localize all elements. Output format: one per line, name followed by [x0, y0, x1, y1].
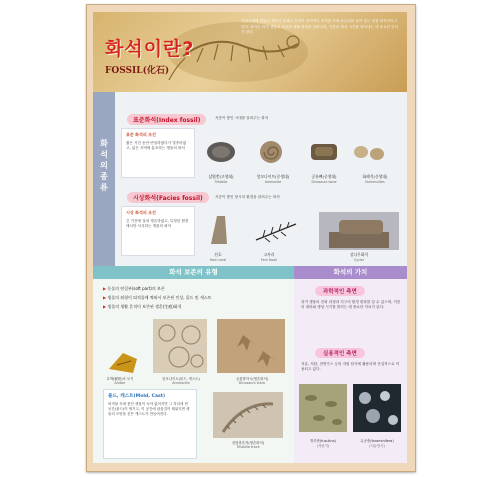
index-item-name: 암모나이트(중생대)	[256, 174, 290, 179]
preservation-caption	[153, 376, 209, 385]
index-condition-box	[121, 128, 195, 178]
index-fossil-title: 표준화석(Index fossil)	[127, 114, 206, 125]
index-item-name: 공룡뼈(중생대)	[311, 174, 337, 179]
caption-name: 삼엽충흔적(생흔화석)	[231, 441, 265, 445]
caption-sub: Ammonite	[172, 381, 190, 385]
dinosaur-bone-image	[311, 144, 337, 160]
bullet-text: 동물의 연질부(soft part)의 보존	[107, 286, 165, 291]
ammonite-mold-image	[153, 319, 207, 373]
page-title: 화석이란?	[105, 38, 195, 60]
facies-item-sub: Horn coral	[209, 258, 227, 262]
fossil-types-sidebar	[93, 92, 115, 266]
index-item-sub: Dinosaurs bone	[311, 180, 337, 184]
preservation-caption	[97, 376, 143, 385]
index-condition-title: 표준 화석의 조건	[126, 132, 156, 137]
index-item-sub: Nummulites	[365, 180, 385, 184]
mold-cast-title: 몰드, 캐스트(Mold, Cast)	[108, 394, 166, 399]
preservation-header: 화석 보존의 유형	[93, 266, 294, 279]
facies-item-sub: Fern fossil	[260, 258, 278, 262]
amber-image	[109, 353, 137, 373]
dinosaur-track-image	[217, 319, 285, 373]
foraminifera-image	[353, 384, 401, 432]
index-item	[349, 174, 401, 184]
facies-condition-text: 긴 기간에 걸쳐 생존하였고, 특정한 환경에서만 서식하는 생물의 화석	[126, 219, 189, 228]
index-condition-text: 짧은 기간 동안 번성하였다가 멸종하였고, 넓은 지역에 분포하는 생물의 화석	[126, 141, 187, 150]
fern-fossil-image	[256, 222, 296, 242]
facies-item-sub: Cycler	[353, 258, 365, 262]
cycler-fossil-image	[319, 212, 399, 250]
index-fossil-images	[201, 136, 401, 172]
index-item	[245, 174, 301, 184]
scientific-aspect-title: 과학적인 측면	[315, 286, 365, 296]
intro-text: 지질시대에 살았던 생물의 유해나 흔적이 암석이나 퇴적물 속에 보존되어 남아 있는 것을 화석이라고 한다. 화석은 과거 생물의 모습과 생활 환경을 알려주며, 지층의 생성 시기를 알아내는 데 중요한 단서가 된다.	[241, 19, 399, 35]
preservation-bullet	[103, 286, 165, 292]
scientific-aspect-text: 과거 생물의 진화 과정과 지구의 환경 변화를 알 수 있으며, 지층의 대비와 생성 시기를 밝히는 데 중요한 자료가 된다.	[301, 300, 401, 310]
poster	[93, 12, 407, 463]
page-subtitle: FOSSIL(化石)	[105, 66, 170, 76]
facies-item	[249, 252, 289, 262]
facies-fossil-title: 시상화석(Facies fossil)	[127, 192, 209, 203]
title-banner	[93, 12, 407, 92]
facies-item	[339, 252, 379, 262]
value-caption	[297, 438, 349, 448]
trilobite-track-image	[213, 392, 283, 438]
index-item-sub: Trilobite	[214, 180, 228, 184]
facies-condition-title: 시상 화석의 조건	[126, 210, 156, 215]
caption-name: 암모나이트(몰드, 캐스트)	[162, 377, 200, 381]
fusulina-image	[299, 384, 347, 432]
bullet-triangle-icon: ▶	[103, 304, 107, 309]
fossil-value-header: 화석의 가치	[294, 266, 407, 279]
nummulites-image	[354, 146, 384, 160]
caption-sub: Dinosaurs track	[238, 381, 266, 385]
facies-fossil-desc: 지층이 쌓인 당시의 환경을 알려주는 화석	[215, 195, 280, 199]
preservation-caption	[213, 440, 283, 449]
index-item	[299, 174, 349, 184]
preservation-bullet	[103, 304, 182, 310]
mold-cast-box	[103, 389, 197, 459]
bullet-triangle-icon: ▶	[103, 295, 107, 300]
index-item-name: 삼엽충(고생대)	[208, 174, 234, 179]
caption-name: 호박(琥珀)속 모기	[106, 377, 134, 381]
practical-aspect-text: 석유, 석탄, 천연가스 등의 자원 탐사에 활용되며 산업적으로 이용되고 있다.	[301, 362, 400, 372]
caption-name: 방추충(fusulina)	[310, 439, 336, 443]
bullet-text: 생물의 생활 흔적이 보존된 생흔(生痕)화석	[107, 304, 182, 309]
caption-sub: (석유탐사)	[369, 444, 385, 448]
sidebar-label: 화석의 종류	[100, 139, 108, 192]
practical-aspect-title: 실용적인 측면	[315, 348, 365, 358]
ammonite-image	[260, 141, 282, 163]
caption-sub: (석탄기)	[316, 444, 330, 448]
facies-item-name: 산호	[214, 252, 222, 257]
preservation-caption	[217, 376, 287, 385]
caption-name: 공룡발자국(생흔화석)	[235, 377, 269, 381]
index-item-sub: Ammonite	[264, 180, 282, 184]
caption-sub: Amber	[114, 381, 126, 385]
index-item	[196, 174, 246, 184]
preservation-bullet	[103, 295, 212, 301]
caption-sub: Trilobite track	[236, 445, 260, 449]
facies-item-name: 상나무화석	[349, 252, 369, 257]
facies-fossil-images	[201, 210, 401, 252]
horn-coral-image	[211, 216, 227, 244]
value-caption	[349, 438, 405, 448]
bullet-triangle-icon: ▶	[103, 286, 107, 291]
mold-cast-text: 퇴적물 속에 묻힌 생물이 녹아 없어지면 그 자리에 빈 공간(몰드)이 생기고, 이 공간에 광물질이 채워지면 생물의 모양을 본뜬 캐스트가 만들어진다.	[108, 402, 190, 416]
index-fossil-desc: 지층이 쌓인 시대를 알려주는 화석	[215, 116, 269, 120]
trilobite-image	[207, 142, 235, 162]
value-images	[299, 384, 403, 434]
index-item-name: 화폐석(신생대)	[362, 174, 388, 179]
facies-item	[203, 252, 233, 262]
facies-condition-box	[121, 206, 195, 256]
bullet-text: 생물의 외형이 퇴적물에 찍혀서 보존된 인상, 몰드 및 캐스트	[107, 295, 212, 300]
facies-item-name: 고사리	[263, 252, 275, 257]
caption-name: 유공충(foraminifera)	[360, 439, 394, 443]
